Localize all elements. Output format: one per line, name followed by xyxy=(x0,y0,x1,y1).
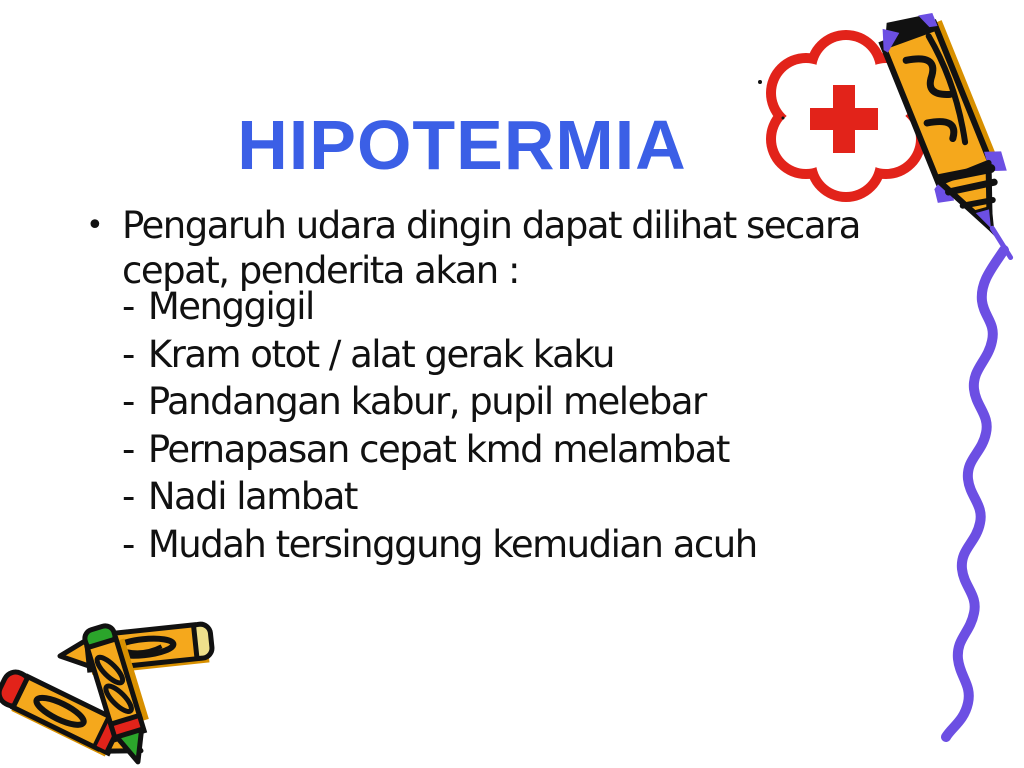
bullet-marker: • xyxy=(86,208,104,243)
dash-marker: - xyxy=(122,522,134,566)
list-item-text: Nadi lambat xyxy=(147,475,357,518)
dash-marker: - xyxy=(122,380,134,423)
dash-marker: - xyxy=(122,475,134,518)
list-item-text: Pandangan kabur, pupil melebar xyxy=(147,380,706,423)
list-item-text: Mudah tersinggung kemudian acuh xyxy=(147,522,757,566)
list-item xyxy=(122,378,882,426)
list-item xyxy=(122,426,882,474)
list-item xyxy=(122,521,882,569)
list-item xyxy=(122,331,882,379)
list-item xyxy=(122,473,882,521)
list-item-text: Menggigil xyxy=(147,285,314,328)
slide-title: HIPOTERMIA xyxy=(237,106,687,184)
list-item xyxy=(122,283,882,331)
dash-marker: - xyxy=(122,332,134,376)
list-item-text: Pernapasan cepat kmd melambat xyxy=(147,427,729,471)
symptom-list xyxy=(122,283,882,568)
list-item-text: Kram otot / alat gerak kaku xyxy=(147,332,614,376)
dash-marker: - xyxy=(122,427,134,471)
purple-squiggle-line xyxy=(946,250,1004,737)
crayons-icon xyxy=(0,621,213,768)
dash-marker: - xyxy=(122,285,134,328)
intro-bullet-line xyxy=(86,203,922,293)
intro-text: Pengaruh udara dingin dapat dilihat secara cepat, penderita akan : xyxy=(122,204,860,292)
